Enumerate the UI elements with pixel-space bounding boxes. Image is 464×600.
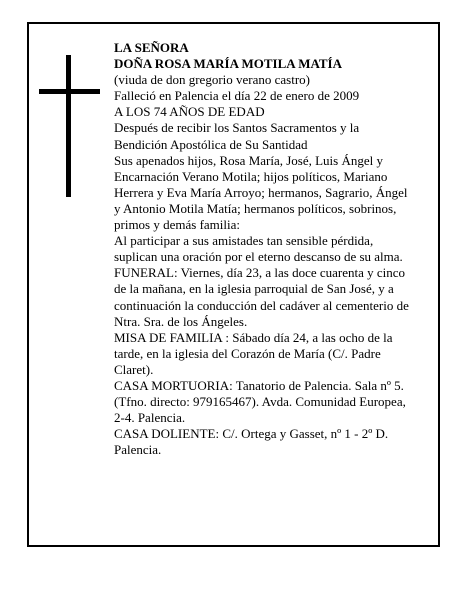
cross-icon — [66, 55, 71, 197]
prayer-request: Al participar a sus amistades tan sensible pérdida, suplican una oración por el eterno descanso de su alma. — [114, 233, 403, 265]
death-date: Falleció en Palencia el día 22 de enero de 2009 — [114, 88, 360, 104]
funeral-info: FUNERAL: Viernes, día 23, a las doce cuarenta y cinco de la mañana, en la iglesia parroquial de San José, y a continuación la conducción del cadáver al cementerio de Ntra. Sra. de los Ángeles. — [114, 265, 409, 329]
sacraments-text: Después de recibir los Santos Sacramentos y la Bendición Apostólica de Su Santidad — [114, 120, 360, 152]
family-list: Sus apenados hijos, Rosa María, José, Luis Ángel y Encarnación Verano Motila; hijos políticos, Mariano Herrera y Eva María Arroyo; hermanos, Sagrario, Ángel y Antonio Motila Matía; hermanos políticos, sobrinos, primos y demás familia: — [114, 152, 408, 233]
deceased-name: DOÑA ROSA MARÍA MOTILA MATÍA — [114, 56, 343, 72]
obituary-text — [114, 40, 414, 458]
widow-of: (viuda de don gregorio verano castro) — [114, 72, 311, 88]
notice-title: LA SEÑORA — [114, 40, 189, 55]
phone-address: (Tfno. directo: 979165467). Avda. Comunidad Europea, 2-4. Palencia. — [114, 394, 406, 426]
family-mass-info: MISA DE FAMILIA : Sábado día 24, a las ocho de la tarde, en la iglesia del Corazón de María (C/. Padre Claret). — [114, 329, 393, 377]
funeral-home-info: CASA MORTUORIA: Tanatorio de Palencia. Sala nº 5. — [114, 377, 404, 393]
cross-icon-bar — [39, 89, 100, 94]
family-home-info: CASA DOLIENTE: C/. Ortega y Gasset, nº 1 - 2º D. Palencia. — [114, 426, 389, 458]
age-at-death: A LOS 74 AÑOS DE EDAD — [114, 104, 265, 120]
